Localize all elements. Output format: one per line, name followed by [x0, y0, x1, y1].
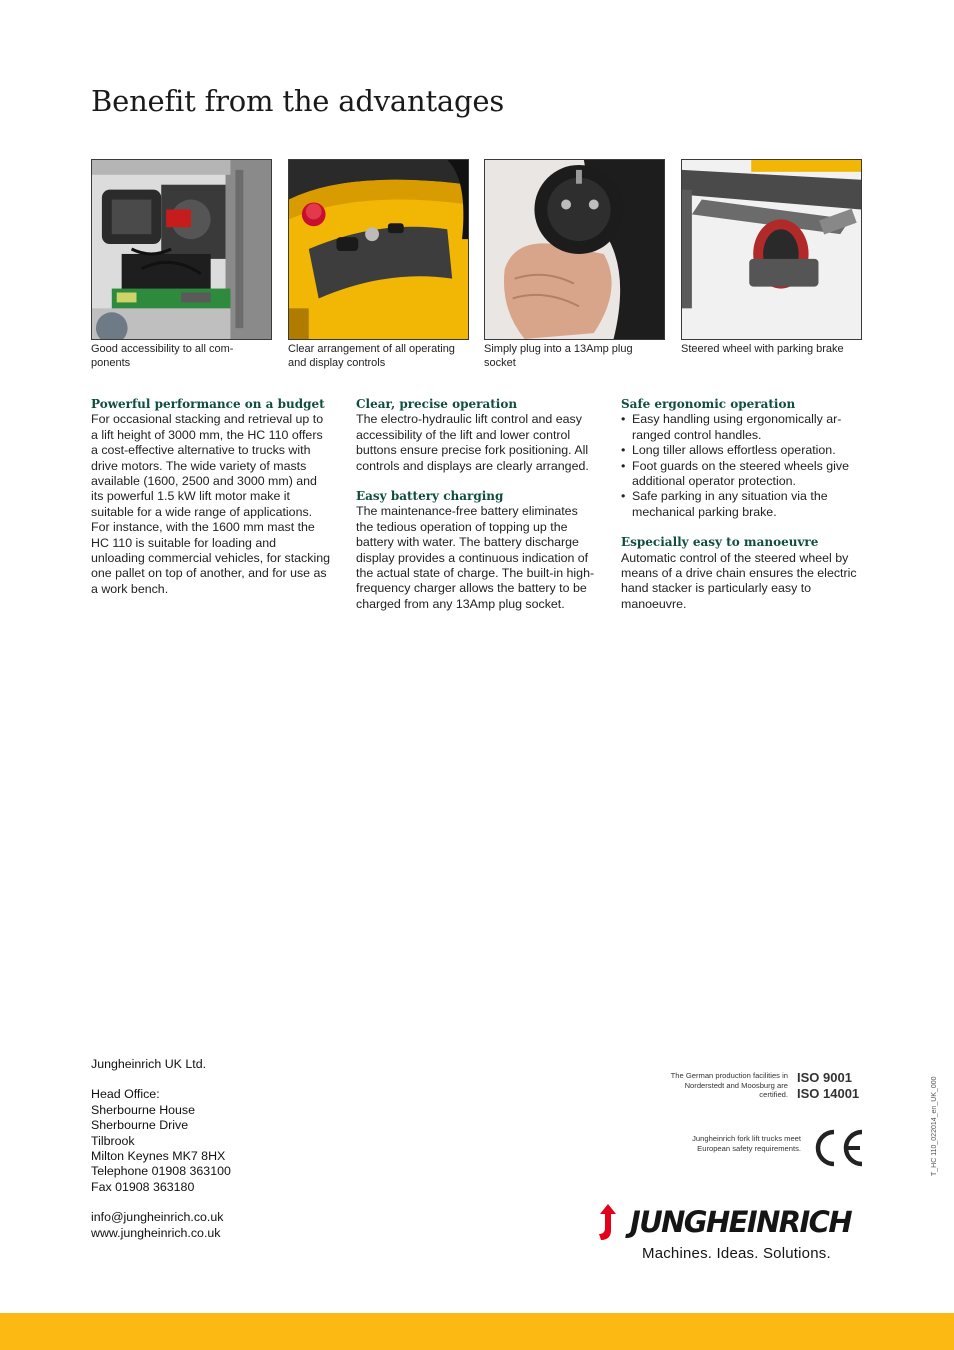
iso-note: The German production facilities in Norderstedt and Moosburg are certified.	[670, 1071, 788, 1099]
ce-note: Jungheinrich fork lift trucks meet European safety requirements.	[692, 1134, 801, 1153]
page-title: Benefit from the advantages	[91, 84, 505, 118]
list-item: • Safe parking in any situation via the mechanical parking brake.	[621, 489, 861, 520]
contact-block	[91, 1057, 351, 1241]
heading-battery: Easy battery charging	[356, 489, 504, 504]
photo-control-panel	[288, 159, 469, 340]
brand-name: JUNGHEINRICH	[630, 1205, 852, 1239]
address-line: Telephone 01908 363100	[91, 1164, 231, 1179]
address-lines	[91, 1087, 351, 1195]
photo-caption-motor	[91, 342, 273, 370]
list-ergonomic	[621, 412, 861, 520]
column-right	[621, 397, 861, 627]
iso-certificates	[797, 1070, 859, 1102]
list-item: • Long tiller allows effortless operation.	[621, 443, 861, 458]
caption-text: Good accessibility to all com- ponents	[91, 343, 234, 369]
address-line: Fax 01908 363180	[91, 1179, 195, 1194]
document-reference: T_HC 110_022014_en_UK_000	[931, 1076, 938, 1176]
column-left	[91, 397, 331, 612]
caption-text: Clear arrangement of all operating and display controls	[288, 343, 455, 369]
address-line: Tilbrook	[91, 1133, 135, 1148]
address-line: Milton Keynes MK7 8HX	[91, 1149, 226, 1164]
caption-text: Steered wheel with parking brake	[681, 343, 844, 355]
text-battery: The maintenance-free battery eliminates the tedious operation of topping up the battery with water. The battery discharge display provides a continuous indication of the actual state of charge. The built-in high-frequency charger allows the battery to be charged from any 13Amp plug socket.	[356, 504, 595, 611]
website-link[interactable]: www.jungheinrich.co.uk	[91, 1225, 221, 1240]
photo-motor-components	[91, 159, 272, 340]
iso-9001-label: ISO 9001	[797, 1070, 852, 1085]
heading-budget: Powerful performance on a budget	[91, 397, 325, 411]
email-link[interactable]: info@jungheinrich.co.uk	[91, 1210, 224, 1225]
photo-caption-controls	[288, 342, 470, 370]
photo-steered-wheel	[681, 159, 862, 340]
heading-lift-control: Clear, precise operation	[356, 397, 518, 411]
company-name: Jungheinrich UK Ltd.	[91, 1057, 207, 1071]
iso-14001-label: ISO 14001	[797, 1086, 860, 1101]
address-line: Sherbourne Drive	[91, 1118, 189, 1133]
photo-plug	[484, 159, 665, 340]
text-lift-control: The electro-hydraulic lift control and easy accessibility of the lift and lower control buttons ensure precise fork positioning. All controls and displays are clearly arranged.	[356, 412, 589, 473]
address-line: Head Office:	[91, 1087, 160, 1102]
address-line: Sherbourne House	[91, 1102, 196, 1117]
ce-mark-icon	[810, 1128, 864, 1168]
text-budget: For occasional stacking and retrieval up to a lift height of 3000 mm, the HC 110 offers a cost-effective alternative to trucks with drive motors. The wide variety of masts available (1600, 2500 and 3000 mm) and its powerful 1.5 kW lift motor make it suitable for a wide range of applications. For instance, with the 1600 mm mast the HC 110 is suitable for loading and unloading commercial vehicles, for stacking one pallet on top of another, and for use as a work bench.	[91, 412, 330, 596]
footer-accent-bar	[0, 1313, 954, 1350]
caption-text: Simply plug into a 13Amp plug socket	[484, 343, 633, 369]
brand-tagline: Machines. Ideas. Solutions.	[642, 1245, 831, 1262]
photo-caption-plug	[484, 342, 666, 370]
column-middle	[356, 397, 596, 627]
photo-caption-wheel	[681, 342, 863, 356]
heading-manoeuvre: Especially easy to manoeuvre	[621, 535, 819, 550]
text-manoeuvre: Automatic control of the steered wheel by means of a drive chain ensures the electric hand stacker is particularly easy to manoeuvre.	[621, 550, 857, 611]
list-item: • Easy handling using ergonomically ar-ranged control handles.	[621, 412, 861, 443]
list-item: • Foot guards on the steered wheels give additional operator protection.	[621, 459, 861, 490]
heading-ergonomic: Safe ergonomic operation	[621, 397, 796, 411]
